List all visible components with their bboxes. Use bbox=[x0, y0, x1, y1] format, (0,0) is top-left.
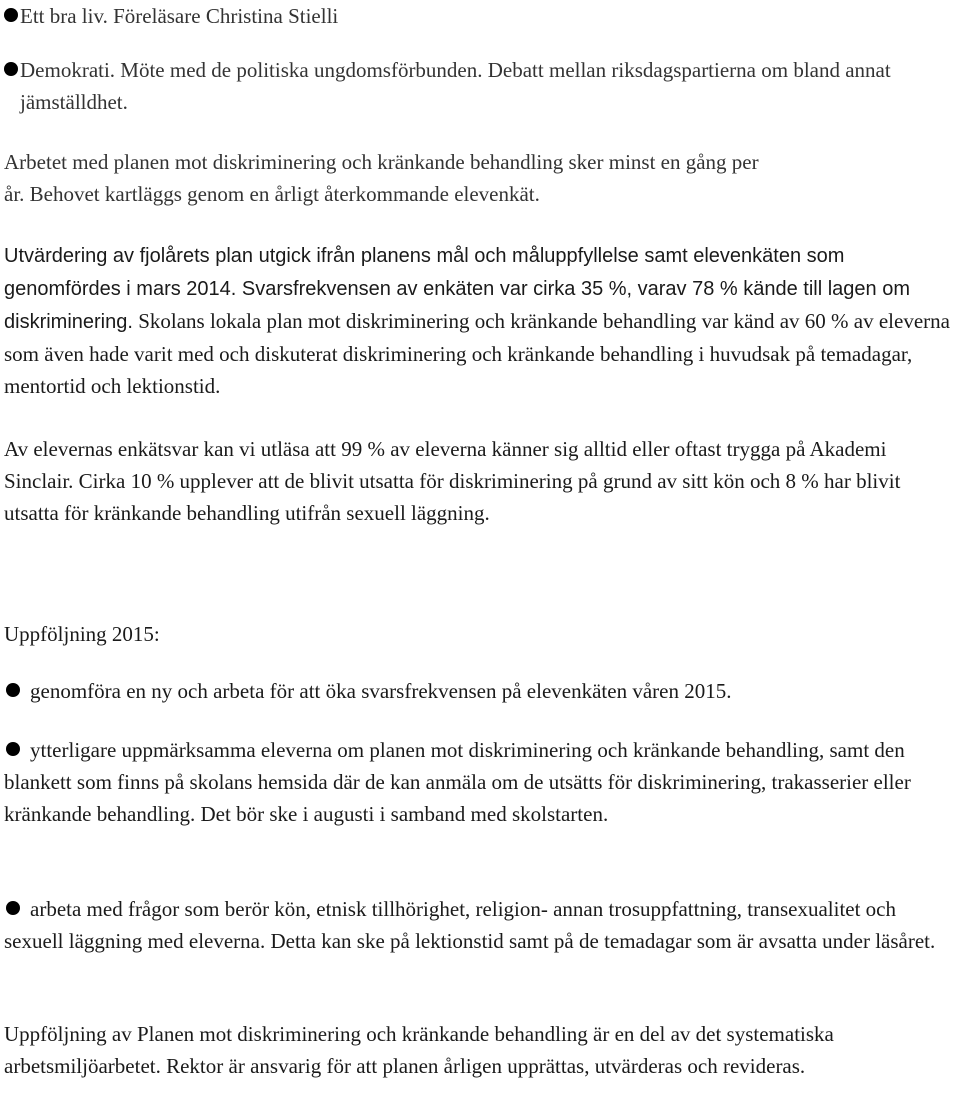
bullet-item-ett-bra-liv bbox=[4, 0, 956, 32]
heading-uppfoljning-2015: Uppföljning 2015: bbox=[4, 622, 160, 646]
bullet-item-arbeta-med-fragor bbox=[4, 893, 956, 957]
paragraph-uppfoljning-av-planen: Uppföljning av Planen mot diskriminering och kränkande behandling är en del av det systematiska arbetsmiljöarbetet. Rektor är ansvarig för att planen årligen upprättas, utvärderas och revideras. bbox=[4, 1022, 834, 1078]
bullet-text: arbeta med frågor som berör kön, etnisk tillhörighet, religion- annan trosuppfattning, transexualitet och sexuell läggning med eleverna. Detta kan ske på lektionstid samt på de temadagar som är avsatta under läsåret. bbox=[4, 897, 936, 953]
bullet-item-genomfora bbox=[4, 675, 956, 707]
bullet-text: Ett bra liv. Föreläsare Christina Stielli bbox=[20, 4, 339, 28]
bullet-dot-icon bbox=[6, 901, 20, 915]
paragraph-utvardering bbox=[4, 239, 956, 402]
bullet-text: genomföra en ny och arbeta för att öka svarsfrekvensen på elevenkäten våren 2015. bbox=[30, 679, 732, 703]
bullet-dot-icon bbox=[6, 742, 20, 756]
paragraph-enkatsvar: Av elevernas enkätsvar kan vi utläsa att 99 % av eleverna känner sig alltid eller oftast trygga på Akademi Sinclair. Cirka 10 % upplever att de blivit utsatta för diskriminering på grund av sitt kön och 8 % har blivit utsatta för kränkande behandling utifrån sexuell läggning. bbox=[4, 437, 901, 525]
bullet-dot-icon bbox=[4, 62, 18, 76]
bullet-text: Demokrati. Möte med de politiska ungdomsförbunden. Debatt mellan riksdagspartierna om bland annat jämställdhet. bbox=[20, 58, 891, 114]
paragraph-arbetet: Arbetet med planen mot diskriminering och kränkande behandling sker minst en gång per år. Behovet kartläggs genom en årligt återkommande elevenkät. bbox=[4, 150, 759, 206]
bullet-item-ytterligare bbox=[4, 734, 956, 830]
bullet-text: ytterligare uppmärksamma eleverna om planen mot diskriminering och kränkande behandling, samt den blankett som finns på skolans hemsida där de kan anmäla om de utsätts för diskriminering, trakasserier eller kränkande behandling. Det bör ske i augusti i samband med skolstarten. bbox=[4, 738, 911, 826]
bullet-item-demokrati bbox=[4, 54, 956, 118]
paragraph-utvardering-serif: Skolans lokala plan mot diskriminering och kränkande behandling var känd av 60 % av eleverna som även hade varit med och diskuterat diskriminering och kränkande behandling i huvudsak på temadagar, mentortid och lektionstid. bbox=[4, 309, 950, 398]
paragraph-utvardering-sans: Utvärdering av fjolårets plan utgick ifrån planens mål och måluppfyllelse samt elevenkäten som genomfördes i mars 2014. Svarsfrekvensen av enkäten var cirka 35 %, varav 78 % kände till lagen om diskriminering. bbox=[4, 245, 911, 333]
bullet-dot-icon bbox=[6, 683, 20, 697]
bullet-dot-icon bbox=[4, 8, 18, 22]
